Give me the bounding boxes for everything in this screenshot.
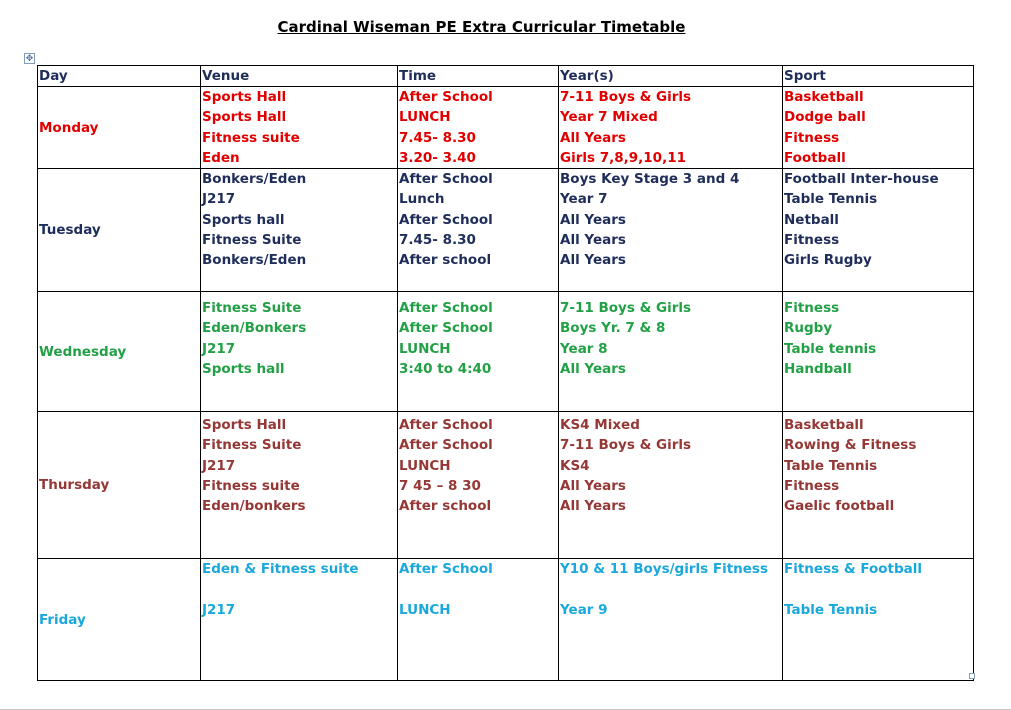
sport-item: Table Tennis [784,601,878,618]
venue-friday [201,559,398,681]
time-item: Lunch [399,191,445,208]
time-item: After School [399,417,493,434]
day-tuesday: Tuesday [38,169,201,292]
sport-item: Fitness [784,300,840,317]
years-monday [559,87,783,169]
venue-item: Fitness suite [202,478,300,495]
venue-item: Eden/Bonkers [202,320,307,337]
time-item: 3.20- 3.40 [399,149,476,166]
sport-item: Fitness [784,478,840,495]
venue-item: Fitness Suite [202,437,302,454]
venue-item: Bonkers/Eden [202,171,307,188]
years-item: Year 7 [560,191,608,208]
venue-tuesday [201,169,398,292]
years-item: 7-11 Boys & Girls [560,437,692,454]
venue-item: Sports Hall [202,89,287,105]
venue-item: Fitness suite [202,129,300,146]
sport-item: Rowing & Fitness [784,437,917,454]
sport-item: Handball [784,361,852,378]
venue-wednesday [201,292,398,412]
years-item: Y10 & 11 Boys/girls Fitness [560,561,769,578]
years-thursday [559,412,783,559]
venue-item: Sports hall [202,211,285,228]
sport-item: Football Inter-house [784,171,939,188]
sport-friday [783,559,974,681]
years-item: 7-11 Boys & Girls [560,300,692,317]
years-tuesday [559,169,783,292]
time-item: LUNCH [399,457,451,474]
sport-item: Table Tennis [784,191,878,208]
venue-item: Sports hall [202,361,285,378]
venue-item: Eden/bonkers [202,498,306,515]
sport-item: Girls Rugby [784,252,872,269]
sport-wednesday [783,292,974,412]
time-item: 3:40 to 4:40 [399,361,492,378]
time-tuesday [398,169,559,292]
row-friday [38,559,974,681]
day-monday: Monday [38,87,201,169]
time-item: After School [399,561,493,578]
venue-item: J217 [202,601,236,618]
time-item: After School [399,300,493,317]
years-item: All Years [560,361,626,378]
years-item: All Years [560,129,626,146]
time-item: 7.45- 8.30 [399,129,476,146]
sport-thursday [783,412,974,559]
years-item: KS4 [560,457,590,474]
years-item: KS4 Mixed [560,417,640,434]
header-years: Year(s) [559,66,783,87]
sport-item: Table tennis [784,340,877,357]
venue-item: Eden [202,149,240,166]
time-item: After School [399,437,493,454]
time-item: 7.45- 8.30 [399,232,476,249]
years-item: All Years [560,498,626,515]
venue-item: Fitness Suite [202,300,302,317]
header-day: Day [38,66,201,87]
time-item: After school [399,498,492,515]
time-item: After School [399,89,493,105]
day-friday: Friday [38,559,201,681]
sport-item: Fitness [784,129,840,146]
document-title: Cardinal Wiseman PE Extra Curricular Timetable [277,18,686,36]
sport-monday [783,87,974,169]
venue-item: Sports Hall [202,109,287,126]
sport-item: Basketball [784,89,864,105]
sport-item: Gaelic football [784,498,895,515]
sport-item: Fitness [784,232,840,249]
day-thursday: Thursday [38,412,201,559]
venue-item: J217 [202,191,236,208]
row-monday [38,87,974,169]
time-item: LUNCH [399,340,451,357]
years-item: Year 9 [560,601,608,618]
years-wednesday [559,292,783,412]
venue-item: J217 [202,340,236,357]
venue-item: J217 [202,457,236,474]
table-resize-handle[interactable] [969,673,975,679]
time-wednesday [398,292,559,412]
sport-item: Fitness & Football [784,561,923,578]
venue-monday [201,87,398,169]
time-item: After School [399,211,493,228]
years-item: Girls 7,8,9,10,11 [560,149,686,166]
years-item: All Years [560,232,626,249]
time-item: LUNCH [399,601,451,618]
timetable [37,65,974,681]
years-item: All Years [560,478,626,495]
venue-thursday [201,412,398,559]
sport-item: Table Tennis [784,457,878,474]
time-monday [398,87,559,169]
sport-item: Football [784,149,846,166]
day-wednesday: Wednesday [38,292,201,412]
years-friday [559,559,783,681]
header-row [38,66,974,87]
years-item: Boys Key Stage 3 and 4 [560,171,740,188]
time-item: After School [399,320,493,337]
years-item: All Years [560,252,626,269]
time-item: LUNCH [399,109,451,126]
time-thursday [398,412,559,559]
time-friday [398,559,559,681]
row-thursday [38,412,974,559]
header-time: Time [398,66,559,87]
years-item: 7-11 Boys & Girls [560,89,692,105]
sport-item: Netball [784,211,839,228]
header-sport: Sport [783,66,974,87]
years-item: Year 8 [560,340,608,357]
row-tuesday [38,169,974,292]
venue-item: Fitness Suite [202,232,302,249]
time-item: 7 45 – 8 30 [399,478,481,495]
time-item: After School [399,171,493,188]
sport-tuesday [783,169,974,292]
table-move-handle-icon[interactable]: ✥ [25,54,34,64]
years-item: All Years [560,211,626,228]
years-item: Boys Yr. 7 & 8 [560,320,666,337]
sport-item: Dodge ball [784,109,866,126]
row-wednesday [38,292,974,412]
sport-item: Basketball [784,417,864,434]
sport-item: Rugby [784,320,833,337]
time-item: After school [399,252,492,269]
venue-item: Eden & Fitness suite [202,561,359,578]
venue-item: Bonkers/Eden [202,252,307,269]
header-venue: Venue [201,66,398,87]
years-item: Year 7 Mixed [560,109,658,126]
venue-item: Sports Hall [202,417,287,434]
